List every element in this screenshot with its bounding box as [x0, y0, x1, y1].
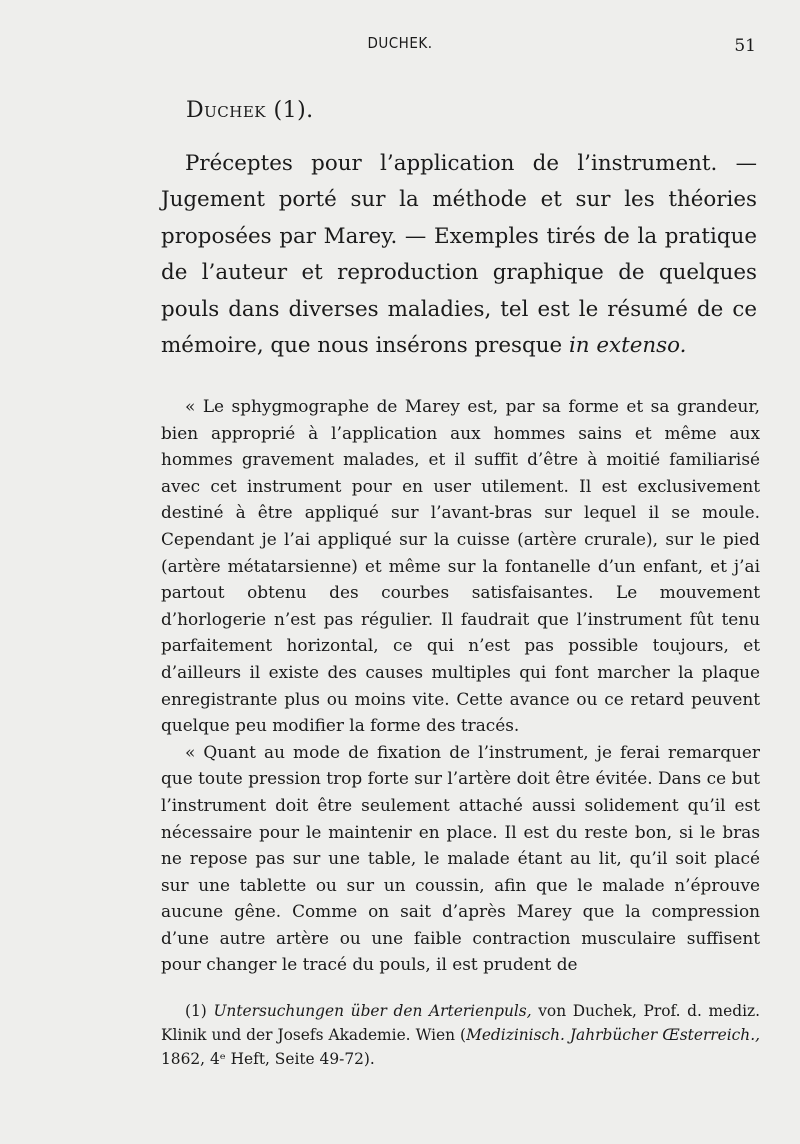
footnote-1	[161, 999, 760, 1071]
summary-italic-phrase: in extenso.	[568, 333, 687, 359]
footnote-citation: 1862, 4ᵉ Heft, Seite 49-72).	[161, 1050, 375, 1068]
footnote-journal-title: Medizinisch. Jahrbücher Œsterreich.,	[466, 1026, 760, 1044]
section-summary	[161, 146, 757, 364]
page-number: 51	[734, 36, 756, 56]
body-text	[161, 393, 760, 978]
summary-text: Préceptes pour l’application de l’instrument. — Jugement porté sur la méthode et sur les théories proposées par Marey. — Exemples tirés de la pratique de l’auteur et reproduction graphique de quelques pouls dans diverses maladies, tel est le résumé de ce mémoire, que nous insérons presque	[161, 151, 757, 359]
footnote-text: von Duchek, Prof. d. mediz. Klinik und der Josefs Akademie. Wien (	[161, 1002, 761, 1044]
footnote-work-title: Untersuchungen über den Arterienpuls,	[213, 1002, 532, 1020]
body-paragraph-2: « Quant au mode de fixation de l’instrument, je ferai remarquer que toute pression trop forte sur l’artère doit être évitée. Dans ce but l’instrument doit être seulement attaché aussi solidement qu’il est nécessaire pour le maintenir en place. Il est du reste bon, si le bras ne repose pas sur une table, le malade étant au lit, qu’il soit placé sur une tablette ou sur un coussin, afin que le malade n’éprouve aucune gêne. Comme on sait d’après Marey que la compression d’une autre artère ou une faible contraction musculaire suffisent pour changer le tracé du pouls, il est prudent de	[161, 741, 760, 975]
body-paragraph-1: « Le sphygmographe de Marey est, par sa forme et sa grandeur, bien approprié à l’application aux hommes sains et même aux hommes gravement malades, et il suffit d’être à moitié familiarisé avec cet instrument pour en user utilement. Il est exclusivement destiné à être appliqué sur l’avant-bras sur lequel il se moule. Cependant je l’ai appliqué sur la cuisse (artère crurale), sur le pied (artère métatarsienne) et même sur la fontanelle d’un enfant, et j’ai partout obtenu des courbes satisfaisantes. Le mouvement d’horlogerie n’est pas régulier. Il faudrait que l’instrument fût tenu parfaitement horizontal, ce qui n’est pas possible toujours, et d’ailleurs il existe des causes multiples qui font marcher la plaque enregistrante plus ou moins vite. Cette avance ou ce retard peuvent quelque peu modifier la forme des tracés.	[161, 396, 760, 736]
footnote-area	[161, 999, 760, 1071]
running-header	[0, 32, 800, 58]
footnote-marker: (1)	[185, 1002, 214, 1020]
section-heading: Duchek (1).	[186, 98, 314, 123]
running-title: DUCHEK.	[367, 34, 433, 52]
